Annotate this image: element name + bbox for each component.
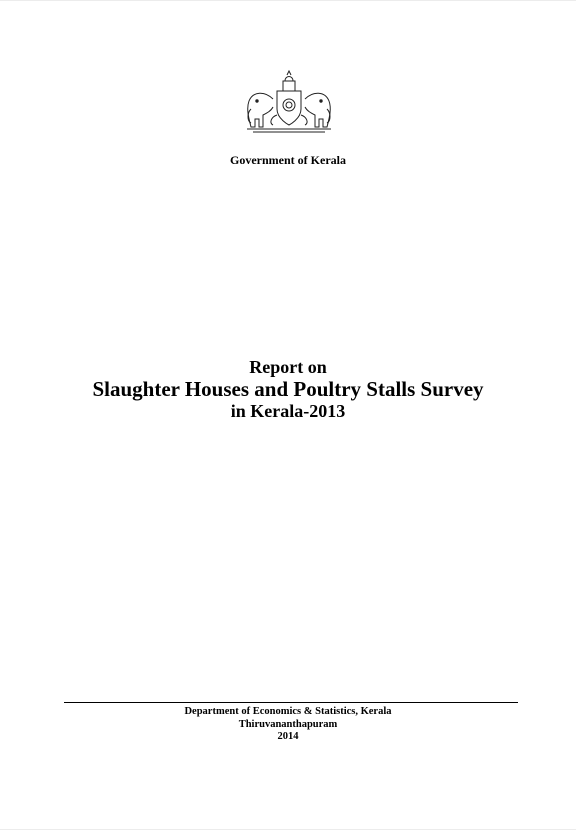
publication-year: 2014 <box>277 731 299 742</box>
government-name: Government of Kerala <box>230 153 346 167</box>
title-line-3: in Kerala-2013 <box>230 401 346 421</box>
kerala-state-emblem-icon <box>243 69 335 135</box>
publisher-info <box>0 706 576 744</box>
title-line-1: Report on <box>249 357 327 377</box>
publisher-city: Thiruvananthapuram <box>238 718 338 730</box>
department-name: Department of Economics & Statistics, Kerala <box>184 706 392 717</box>
report-title <box>0 357 576 421</box>
title-line-2: Slaughter Houses and Poultry Stalls Survey <box>92 377 484 401</box>
footer-divider <box>64 702 518 703</box>
